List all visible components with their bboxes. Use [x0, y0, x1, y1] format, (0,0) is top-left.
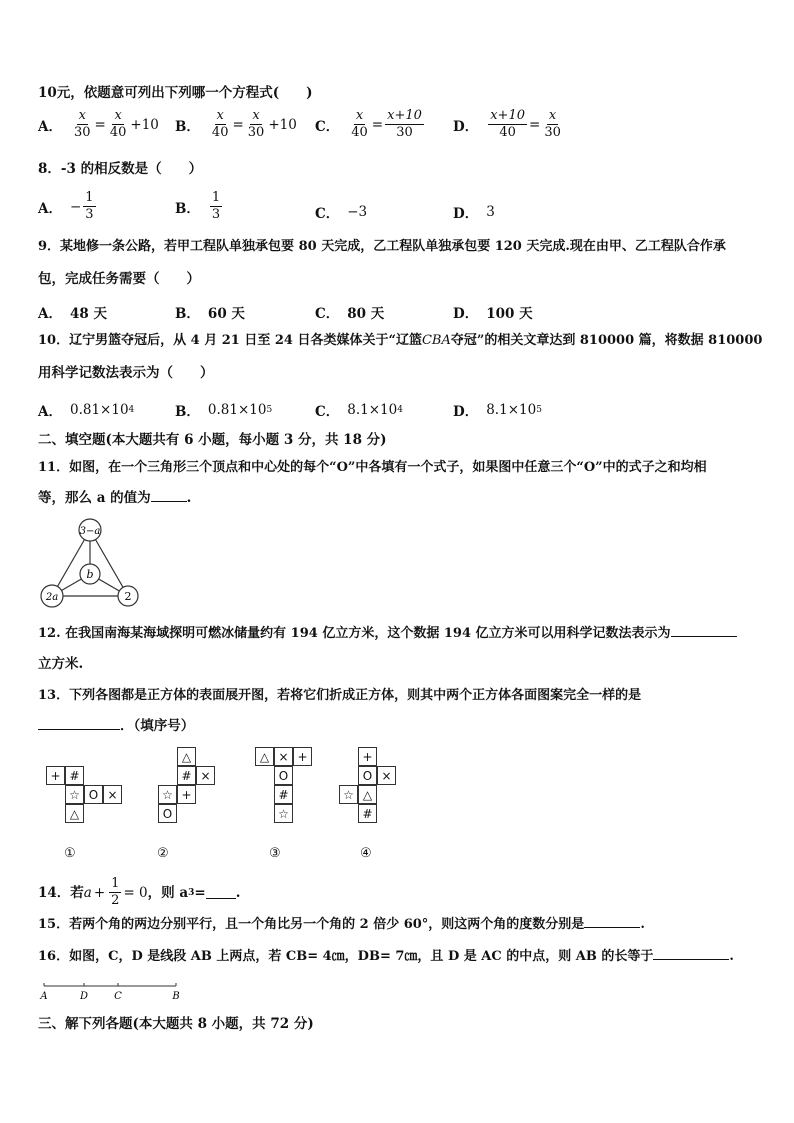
q12-stem-line1: 12. 在我国南海某海域探明可燃冰储量约有 194 亿立方米，这个数据 194 亿立方米可以用科学记数法表示为 — [38, 624, 737, 643]
q8-option-b: B． $\frac{1}{3}$ — [175, 190, 221, 222]
q13-stem-line1: 13．下列各图都是正方体的表面展开图，若将它们折成正方体，则其中两个正方体各面图案完全一样的是 — [38, 688, 642, 703]
cube-net-1-face: ☆ — [65, 785, 84, 804]
cube-net-2-face: △ — [177, 747, 196, 766]
cube-net-label-4: ④ — [360, 846, 372, 861]
cube-net-4-face: # — [358, 804, 377, 823]
q7-option-a: A． $\frac{x}{30}$ = $\frac{x}{40}$ +10 — [38, 108, 159, 140]
cube-net-4-face: O — [358, 766, 377, 785]
q16-stem: 16．如图，C，D 是线段 AB 上两点，若 CB= 4㎝，DB= 7㎝，且 D 是 AC 的中点，则 AB 的长等于 . — [38, 949, 734, 964]
cube-net-label-1: ① — [64, 846, 76, 861]
q12-stem-line2: 立方米. — [38, 656, 84, 672]
section-2-heading: 二、填空题(本大题共有 6 小题，每小题 3 分，共 18 分) — [38, 432, 387, 448]
q7-option-d: D． $\frac{x+10}{40}$ = $\frac{x}{30}$ — [453, 108, 561, 140]
q9-option-b: B． 60 天 — [175, 306, 245, 322]
cube-net-label-3: ③ — [269, 846, 281, 861]
point-label-c: C — [114, 991, 122, 1002]
cube-net-2-face: + — [177, 785, 196, 804]
cube-net-1-face: × — [103, 785, 122, 804]
cube-net-3-face: × — [274, 747, 293, 766]
cube-net-3-face: O — [274, 766, 293, 785]
cube-net-4-face: + — [358, 747, 377, 766]
label-top: 3−a — [79, 526, 101, 537]
q9-option-c: C． 80 天 — [315, 306, 385, 322]
q8-option-a: A． − $\frac{1}{3}$ — [38, 190, 94, 222]
q11-stem-line2: 等，那么 a 的值为 . — [38, 490, 192, 506]
cube-net-label-2: ② — [157, 846, 169, 861]
point-label-a: A — [40, 991, 48, 1002]
point-label-d: D — [79, 991, 89, 1002]
q7-stem-tail: 10元，依题意可列出下列哪一个方程式( ) — [38, 85, 313, 101]
q10-stem-line2: 用科学记数法表示为（ ） — [38, 365, 214, 381]
cube-net-4-face: △ — [358, 785, 377, 804]
q9-stem-line2: 包，完成任务需要（ ） — [38, 271, 200, 287]
q10-stem-line1: 10．辽宁男篮夺冠后，从 4 月 21 日至 24 日各类媒体关于“辽篮CBA夺冠”的相关文章达到 810000 篇，将数据 810000 — [38, 333, 763, 348]
cube-net-3-face: # — [274, 785, 293, 804]
q11-stem-line1: 11．如图，在一个三角形三个顶点和中心处的每个“O”中各填有一个式子，如果图中任意三个“O”中的式子之和均相 — [38, 460, 707, 475]
cube-net-1-face: △ — [65, 804, 84, 823]
q10-option-b: B． 0.81×10 5 — [175, 402, 273, 420]
cube-net-1-face: + — [46, 766, 65, 785]
cube-net-2-face: O — [158, 804, 177, 823]
q10-option-a: A． 0.81×10 4 — [38, 402, 135, 420]
cube-net-4-face: ☆ — [339, 785, 358, 804]
q10-option-d: D． 8.1×10 5 — [453, 402, 542, 420]
q9-stem-line1: 9．某地修一条公路，若甲工程队单独承包要 80 天完成，乙工程队单独承包要 120 天完成.现在由甲、乙工程队合作承 — [38, 239, 726, 254]
q13-stem-line2: ．（填序号） — [38, 717, 194, 735]
q8-option-d: D． 3 — [453, 204, 495, 222]
q15-stem: 15．若两个角的两边分别平行，且一个角比另一个角的 2 倍少 60°，则这两个角的度数分别是 . — [38, 917, 645, 932]
cube-net-2-face: # — [177, 766, 196, 785]
label-right: 2 — [124, 590, 132, 603]
cube-net-3-face: + — [293, 747, 312, 766]
q8-option-c: C． −3 — [315, 204, 368, 222]
q8-stem: 8．-3 的相反数是（ ） — [38, 161, 203, 177]
section-3-heading: 三、解下列各题(本大题共 8 小题，共 72 分) — [38, 1016, 314, 1032]
label-left: 2a — [45, 592, 59, 603]
q7-option-b: B． $\frac{x}{40}$ = $\frac{x}{30}$ +10 — [175, 108, 297, 140]
cube-net-1-face: # — [65, 766, 84, 785]
cube-net-1-face: O — [84, 785, 103, 804]
q16-segment-figure — [36, 978, 186, 1006]
q10-option-c: C． 8.1×10 4 — [315, 402, 403, 420]
q9-option-d: D． 100 天 — [453, 306, 533, 322]
q11-triangle-figure — [36, 516, 148, 612]
point-label-b: B — [172, 991, 180, 1002]
cube-net-2-face: ☆ — [158, 785, 177, 804]
cube-net-3-face: ☆ — [274, 804, 293, 823]
cube-net-3-face: △ — [255, 747, 274, 766]
q7-option-c: C． $\frac{x}{40}$ = $\frac{x+10}{30}$ — [315, 108, 422, 140]
q9-option-a: A． 48 天 — [38, 306, 107, 322]
label-center: b — [86, 568, 94, 581]
cube-net-4-face: × — [377, 766, 396, 785]
q14-stem: 14．若 a + $\frac{1}{2}$ = 0 ，则 a 3 = . — [38, 876, 241, 908]
cube-net-2-face: × — [196, 766, 215, 785]
